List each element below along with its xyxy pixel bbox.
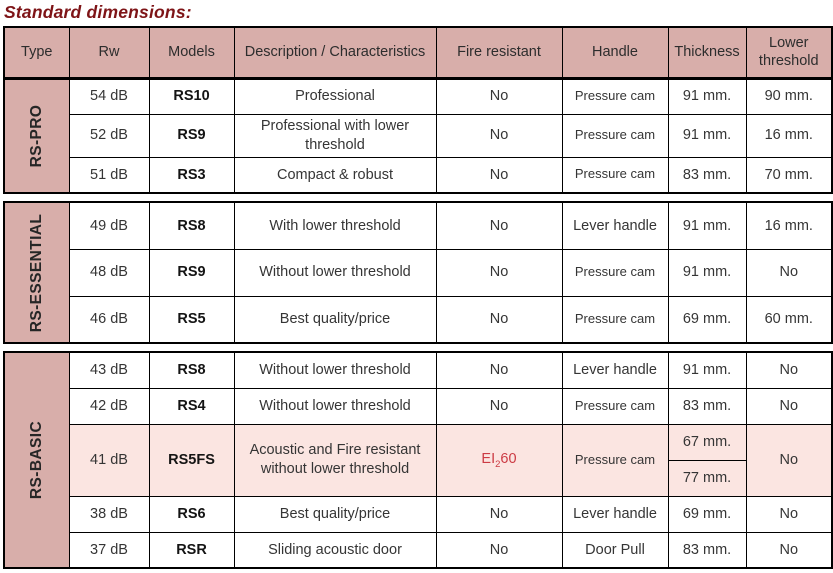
- thickness-cell: 77 mm.: [668, 460, 746, 496]
- rw-cell: 52 dB: [69, 115, 149, 158]
- handle-cell: Pressure cam: [562, 296, 668, 343]
- lower-threshold-cell: No: [746, 352, 832, 388]
- type-group-cell: [4, 79, 69, 194]
- header-description: Description / Characteristics: [234, 27, 436, 77]
- model-cell: RS8: [149, 352, 234, 388]
- fire-resistant-cell: No: [436, 249, 562, 296]
- handle-cell: Lever handle: [562, 202, 668, 249]
- thickness-cell: 83 mm.: [668, 532, 746, 568]
- rw-cell: 54 dB: [69, 79, 149, 115]
- lower-threshold-cell: 16 mm.: [746, 202, 832, 249]
- table-row: [4, 532, 832, 568]
- header-models: Models: [149, 27, 234, 77]
- header-rw: Rw: [69, 27, 149, 77]
- handle-cell: Lever handle: [562, 496, 668, 532]
- rw-cell: 46 dB: [69, 296, 149, 343]
- fire-resistant-cell: No: [436, 496, 562, 532]
- thickness-cell: 69 mm.: [668, 296, 746, 343]
- table-row: [4, 424, 832, 460]
- type-group-label: RS-PRO: [27, 104, 45, 168]
- table-row: [4, 115, 832, 158]
- table-row: [4, 496, 832, 532]
- table-row: [4, 352, 832, 388]
- rw-cell: 43 dB: [69, 352, 149, 388]
- lower-threshold-cell: 70 mm.: [746, 157, 832, 193]
- description-cell: Without lower threshold: [234, 352, 436, 388]
- description-cell: Professional with lower threshold: [234, 115, 436, 158]
- handle-cell: Pressure cam: [562, 79, 668, 115]
- header-fire-resistant: Fire resistant: [436, 27, 562, 77]
- section-table-rs-essential: [3, 201, 833, 344]
- header-lower-threshold: Lower threshold: [746, 27, 832, 77]
- description-cell: Best quality/price: [234, 296, 436, 343]
- model-cell: RSR: [149, 532, 234, 568]
- page-title: Standard dimensions:: [4, 2, 192, 22]
- model-cell: RS6: [149, 496, 234, 532]
- section-gap: [3, 344, 831, 351]
- header-thickness: Thickness: [668, 27, 746, 77]
- lower-threshold-cell: No: [746, 388, 832, 424]
- header-handle: Handle: [562, 27, 668, 77]
- lower-threshold-cell: 16 mm.: [746, 115, 832, 158]
- type-group-label: RS-ESSENTIAL: [27, 213, 45, 332]
- header-row: [4, 27, 832, 77]
- lower-threshold-cell: No: [746, 496, 832, 532]
- model-cell: RS8: [149, 202, 234, 249]
- section-table-rs-pro: [3, 78, 833, 195]
- rw-cell: 38 dB: [69, 496, 149, 532]
- description-cell: Professional: [234, 79, 436, 115]
- table-header: [3, 26, 833, 78]
- description-cell: Compact & robust: [234, 157, 436, 193]
- table-row: [4, 202, 832, 249]
- handle-cell: Lever handle: [562, 352, 668, 388]
- handle-cell: Pressure cam: [562, 249, 668, 296]
- handle-cell: Pressure cam: [562, 115, 668, 158]
- lower-threshold-cell: No: [746, 249, 832, 296]
- table-row: [4, 388, 832, 424]
- rw-cell: 37 dB: [69, 532, 149, 568]
- model-cell: RS3: [149, 157, 234, 193]
- table-row: [4, 249, 832, 296]
- handle-cell: Door Pull: [562, 532, 668, 568]
- thickness-cell: 69 mm.: [668, 496, 746, 532]
- thickness-cell: 83 mm.: [668, 388, 746, 424]
- table-row: [4, 79, 832, 115]
- thickness-cell: 67 mm.: [668, 424, 746, 460]
- fire-resistant-cell: No: [436, 115, 562, 158]
- table-sections: [3, 78, 831, 570]
- fire-resistant-cell: No: [436, 388, 562, 424]
- type-group-label: RS-BASIC: [27, 421, 45, 500]
- handle-cell: Pressure cam: [562, 388, 668, 424]
- fire-resistant-cell: No: [436, 79, 562, 115]
- type-group-cell: [4, 352, 69, 568]
- model-cell: RS5FS: [149, 424, 234, 496]
- section-gap: [3, 194, 831, 201]
- rw-cell: 49 dB: [69, 202, 149, 249]
- thickness-cell: 91 mm.: [668, 115, 746, 158]
- section-table-rs-basic: [3, 351, 833, 569]
- header-type: Type: [4, 27, 69, 77]
- rw-cell: 51 dB: [69, 157, 149, 193]
- thickness-cell: 91 mm.: [668, 249, 746, 296]
- description-cell: Without lower threshold: [234, 249, 436, 296]
- handle-cell: Pressure cam: [562, 157, 668, 193]
- fire-resistant-cell: No: [436, 352, 562, 388]
- description-cell: With lower threshold: [234, 202, 436, 249]
- thickness-cell: 91 mm.: [668, 202, 746, 249]
- rw-cell: 42 dB: [69, 388, 149, 424]
- fire-resistant-cell: $EI_260$: [436, 424, 562, 496]
- table-row: [4, 296, 832, 343]
- model-cell: RS9: [149, 115, 234, 158]
- description-cell: Without lower threshold: [234, 388, 436, 424]
- thickness-cell: 83 mm.: [668, 157, 746, 193]
- model-cell: RS10: [149, 79, 234, 115]
- lower-threshold-cell: No: [746, 424, 832, 496]
- rw-cell: 41 dB: [69, 424, 149, 496]
- description-cell: Sliding acoustic door: [234, 532, 436, 568]
- model-cell: RS4: [149, 388, 234, 424]
- fire-resistant-cell: No: [436, 532, 562, 568]
- fire-resistant-cell: No: [436, 157, 562, 193]
- fire-resistant-cell: No: [436, 202, 562, 249]
- rw-cell: 48 dB: [69, 249, 149, 296]
- lower-threshold-cell: No: [746, 532, 832, 568]
- description-cell: Acoustic and Fire resistant without lower threshold: [234, 424, 436, 496]
- table-row: [4, 157, 832, 193]
- model-cell: RS9: [149, 249, 234, 296]
- model-cell: RS5: [149, 296, 234, 343]
- description-cell: Best quality/price: [234, 496, 436, 532]
- thickness-cell: 91 mm.: [668, 79, 746, 115]
- handle-cell: Pressure cam: [562, 424, 668, 496]
- lower-threshold-cell: 60 mm.: [746, 296, 832, 343]
- fire-resistant-cell: No: [436, 296, 562, 343]
- lower-threshold-cell: 90 mm.: [746, 79, 832, 115]
- type-group-cell: [4, 202, 69, 343]
- thickness-cell: 91 mm.: [668, 352, 746, 388]
